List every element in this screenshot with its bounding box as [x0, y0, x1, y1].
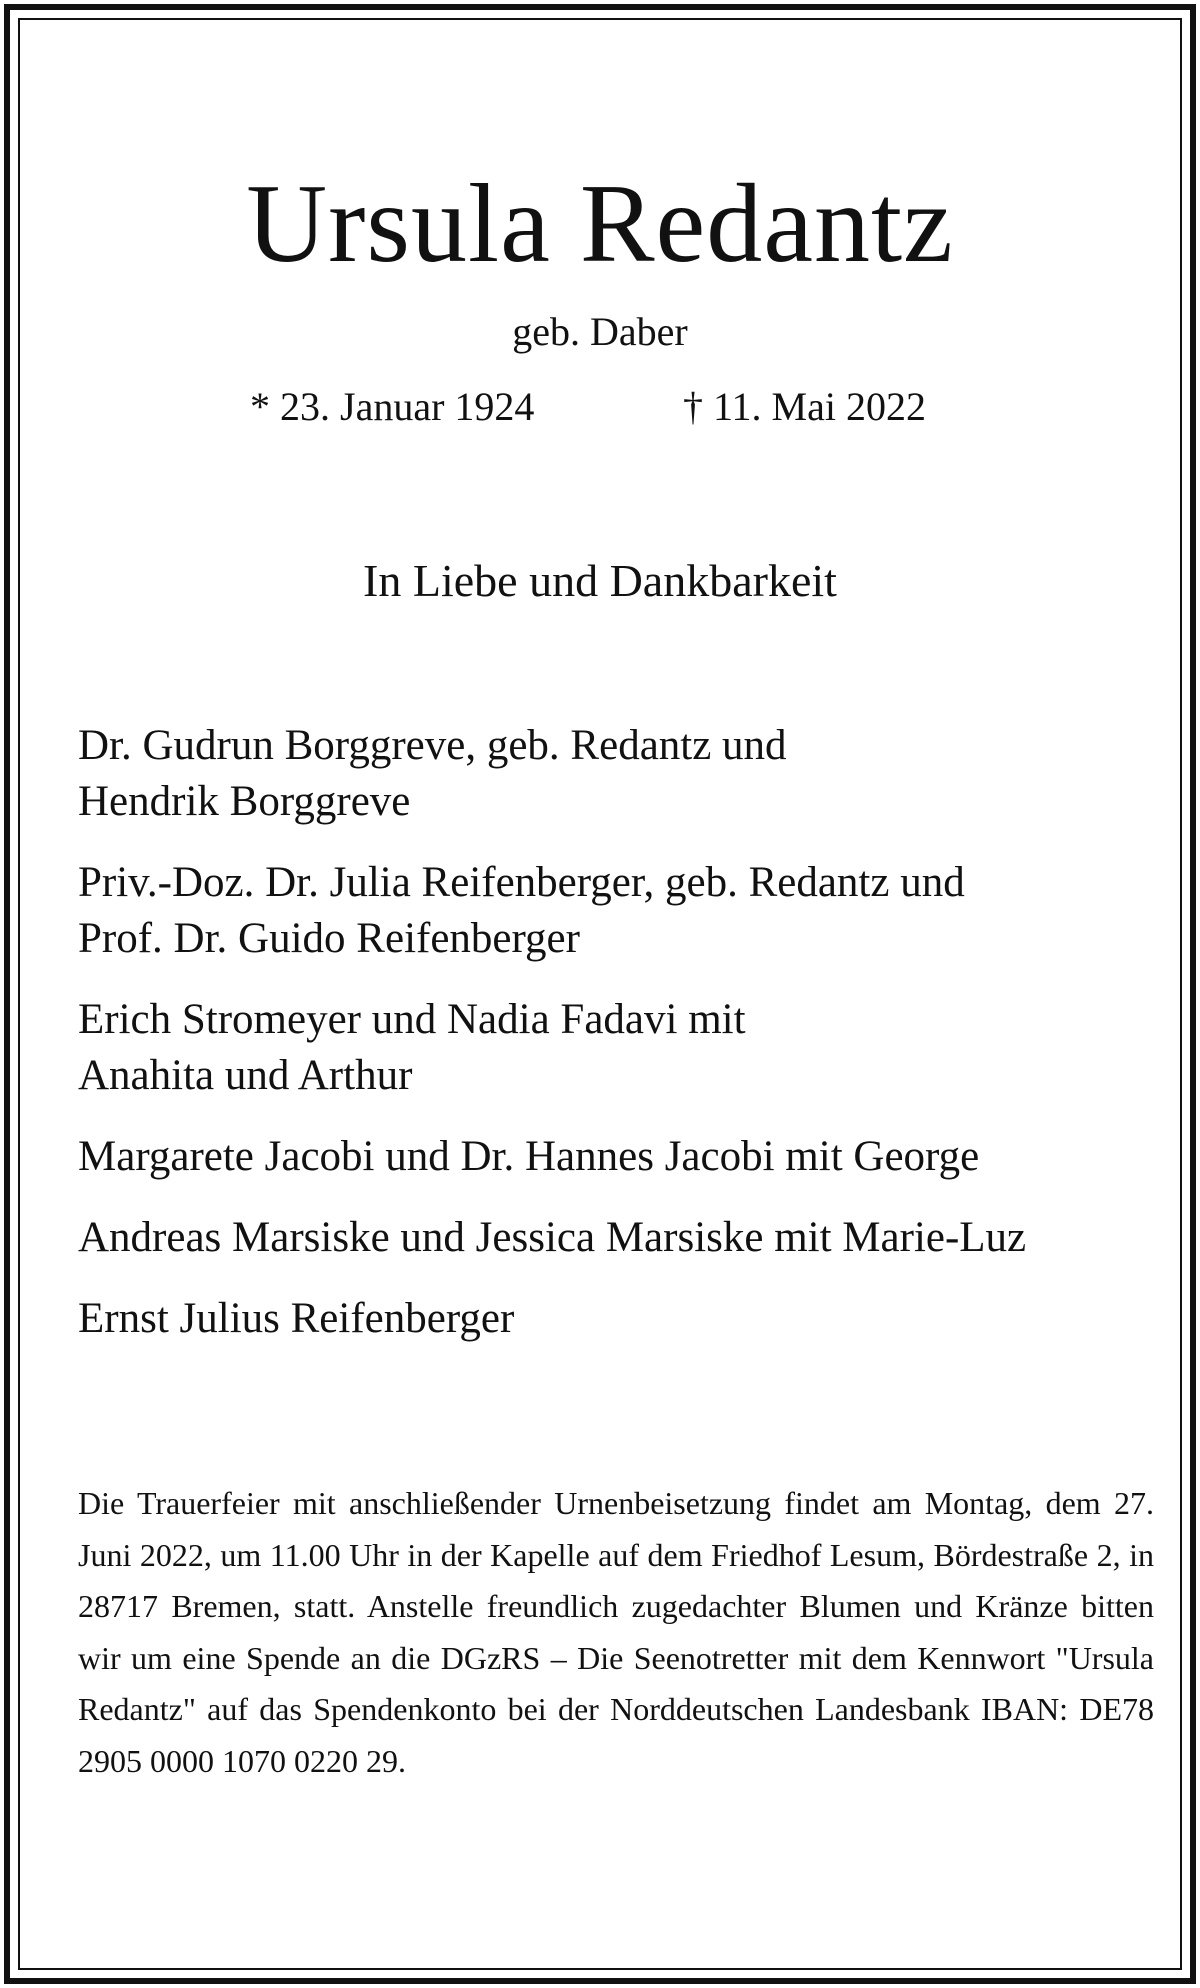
maiden-name: geb. Daber — [512, 309, 688, 354]
mourner-entry — [78, 1291, 1138, 1347]
mourner-line: Prof. Dr. Guido Reifenberger — [78, 915, 580, 962]
death-date: † 11. Mai 2022 — [683, 384, 926, 429]
mourner-entry — [78, 992, 1138, 1104]
mourner-line: Priv.-Doz. Dr. Julia Reifenberger, geb. Redantz und — [78, 859, 965, 906]
mourners-list — [78, 718, 1138, 1372]
funeral-notice: Die Trauerfeier mit anschließender Urnenbeisetzung findet am Montag, dem 27. Juni 2022, um 11.00 Uhr in der Kapelle auf dem Friedhof Lesum, Bördestraße 2, in 28717 Bremen, statt. Anstelle freundlich zugedachter Blumen und Kränze bitten wir um eine Spende an die DGzRS – Die Seenotretter mit dem Kennwort "Ursula Redantz" auf das Spendenkonto bei der Norddeutschen Landesbank IBAN: DE78 2905 0000 1070 0220 29. — [78, 1485, 1154, 1779]
mourner-entry — [78, 1129, 1138, 1185]
mourner-line: Erich Stromeyer und Nadia Fadavi mit — [78, 996, 746, 1043]
mourner-entry — [78, 718, 1138, 830]
mourner-line: Andreas Marsiske und Jessica Marsiske mit Marie-Luz — [78, 1214, 1027, 1261]
mourner-line: Hendrik Borggreve — [78, 778, 411, 825]
mourner-line: Anahita und Arthur — [78, 1052, 413, 1099]
dedication-line: In Liebe und Dankbarkeit — [363, 555, 837, 606]
mourner-line: Ernst Julius Reifenberger — [78, 1295, 515, 1342]
deceased-name: Ursula Redantz — [246, 162, 954, 286]
mourner-line: Margarete Jacobi und Dr. Hannes Jacobi mit George — [78, 1133, 980, 1180]
mourner-entry — [78, 1210, 1138, 1266]
mourner-entry — [78, 855, 1138, 967]
birth-date: * 23. Januar 1924 — [250, 384, 535, 429]
mourner-line: Dr. Gudrun Borggreve, geb. Redantz und — [78, 722, 787, 769]
